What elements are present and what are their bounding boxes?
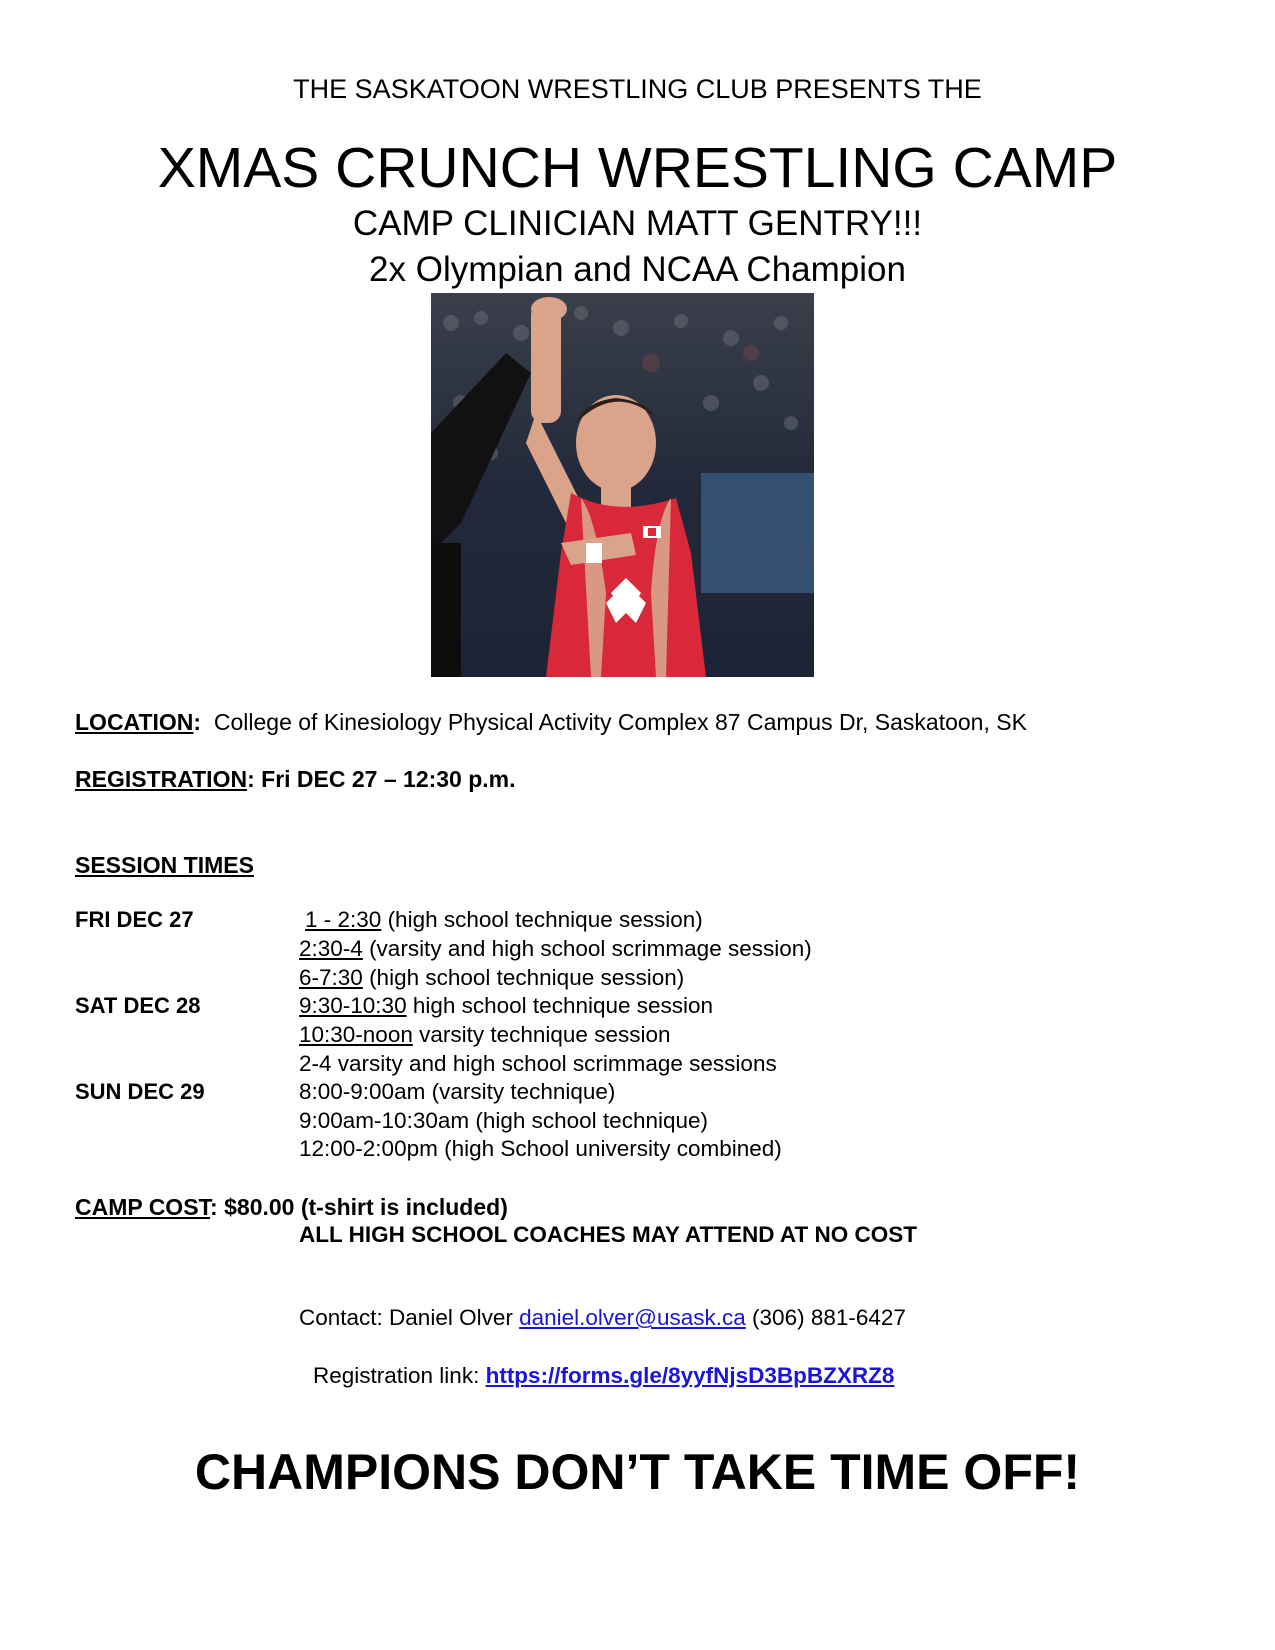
coaches-free-note: ALL HIGH SCHOOL COACHES MAY ATTEND AT NO COST — [299, 1222, 917, 1247]
registration-value: Fri DEC 27 – 12:30 p.m. — [261, 766, 516, 792]
contact-email-link[interactable]: daniel.olver@usask.ca — [519, 1305, 746, 1330]
wrestler-photo — [431, 293, 814, 677]
slogan: CHAMPIONS DON’T TAKE TIME OFF! — [194, 1444, 1081, 1500]
session-line: 9:30-10:30 high school technique session — [299, 993, 714, 1018]
presents-line: THE SASKATOON WRESTLING CLUB PRESENTS THE — [293, 74, 982, 104]
camp-cost-line: CAMP COST: $80.00 (t-shirt is included) — [75, 1194, 508, 1220]
day-sat: SAT DEC 28 — [75, 993, 201, 1018]
session-line: 2:30-4 (varsity and high school scrimmage session) — [299, 936, 812, 961]
registration-line: REGISTRATION: Fri DEC 27 – 12:30 p.m. — [75, 766, 516, 792]
location-venue: College of Kinesiology Physical Activity Complex — [213, 709, 709, 735]
session-line: 1 - 2:30 (high school technique session) — [305, 907, 703, 932]
location-label: LOCATION — [75, 709, 194, 735]
day-fri: FRI DEC 27 — [75, 907, 194, 932]
registration-form-link[interactable]: https://forms.gle/8yyfNjsD3BpBZXRZ8 — [485, 1363, 895, 1388]
camp-cost-label: CAMP COST — [75, 1194, 211, 1220]
session-line: 8:00-9:00am (varsity technique) — [299, 1079, 616, 1104]
credentials-line: 2x Olympian and NCAA Champion — [369, 250, 906, 289]
session-line: 12:00-2:00pm (high School university combined) — [299, 1136, 782, 1161]
page-title: XMAS CRUNCH WRESTLING CAMP — [157, 136, 1118, 200]
registration-label: REGISTRATION — [75, 766, 248, 792]
session-line: 9:00am-10:30am (high school technique) — [299, 1108, 708, 1133]
session-line: 10:30-noon varsity technique session — [299, 1022, 671, 1047]
contact-phone: (306) 881-6427 — [745, 1305, 906, 1330]
clinician-line: CAMP CLINICIAN MATT GENTRY!!! — [352, 204, 923, 243]
contact-line: Contact: Daniel Olver daniel.olver@usask.ca (306) 881-6427 — [299, 1305, 906, 1330]
day-sun: SUN DEC 29 — [75, 1079, 205, 1104]
session-line: 6-7:30 (high school technique session) — [299, 965, 685, 990]
location-address: 87 Campus Dr, Saskatoon, SK — [714, 709, 1027, 735]
session-line: 2-4 varsity and high school scrimmage sessions — [299, 1051, 777, 1076]
session-times-heading: SESSION TIMES — [75, 852, 254, 878]
registration-link-line: Registration link: https://forms.gle/8yyfNjsD3BpBZXRZ8 — [313, 1363, 895, 1388]
location-line: LOCATION: College of Kinesiology Physical Activity Complex 87 Campus Dr, Saskatoon, SK — [75, 709, 1027, 735]
camp-cost-value: $80.00 (t-shirt is included) — [224, 1194, 508, 1220]
